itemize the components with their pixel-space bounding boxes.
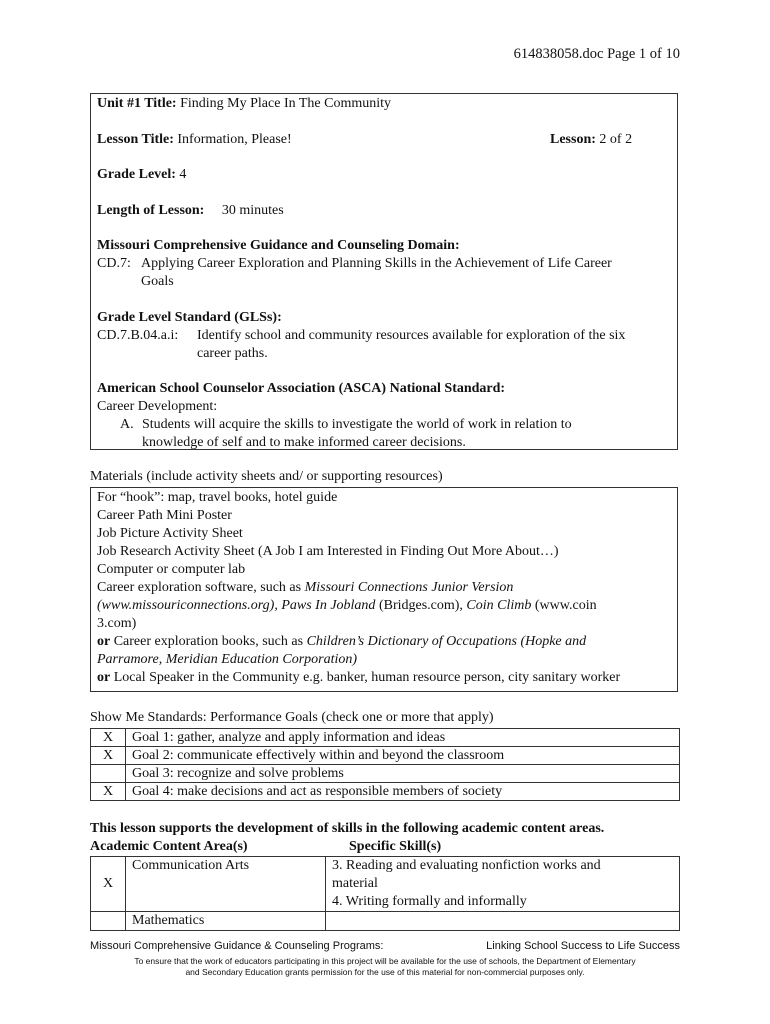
- books-or: or: [97, 634, 111, 649]
- asca-item-marker: A.: [120, 417, 134, 432]
- area-check: X: [91, 857, 126, 912]
- gle-text-line1: Identify school and community resources available for exploration of the six: [197, 328, 626, 343]
- lesson-length-label: Length of Lesson:: [97, 203, 205, 218]
- material-software-line2: [97, 597, 597, 615]
- gle-text-line2: career paths.: [197, 346, 268, 361]
- material-item: Job Picture Activity Sheet: [97, 526, 243, 541]
- gle-heading-text: Grade Level Standard (GLSs):: [97, 310, 282, 325]
- lesson-number-label: Lesson:: [550, 132, 596, 147]
- lesson-length-line: [97, 202, 284, 220]
- material-books-line1: [97, 633, 586, 651]
- material-item: Job Research Activity Sheet (A Job I am Interested in Finding Out More About…): [97, 544, 559, 559]
- software-intro: Career exploration software, such as: [97, 580, 305, 595]
- asca-heading-text: American School Counselor Association (ASCA) National Standard:: [97, 381, 506, 396]
- area-name: Communication Arts: [126, 857, 326, 912]
- lesson-title-label: Lesson Title:: [97, 132, 174, 147]
- skill-cell: [326, 857, 680, 912]
- books-title: Children’s Dictionary of Occupations (Hopke and: [306, 634, 587, 649]
- goal-check: X: [91, 747, 126, 765]
- asca-heading: [97, 380, 505, 398]
- footer-note-line2: and Secondary Education grants permission for the use of this material for non-commercial purposes only.: [185, 967, 585, 977]
- material-software-line1: [97, 579, 513, 597]
- books-title-cont: Parramore, Meridian Education Corporation): [97, 652, 358, 667]
- books-intro: Career exploration books, such as: [110, 634, 307, 649]
- goal-check: [91, 765, 126, 783]
- table-row: [91, 857, 680, 912]
- specific-skill-header: Specific Skill(s): [349, 839, 442, 854]
- table-row: [91, 729, 680, 747]
- goal-check: X: [91, 729, 126, 747]
- domain-code: CD.7:: [97, 256, 131, 271]
- performance-goals-table: [90, 728, 680, 801]
- lesson-number-value: 2 of 2: [599, 132, 633, 147]
- materials-label: Materials (include activity sheets and/ or supporting resources): [90, 469, 443, 484]
- grade-level-line: [97, 166, 186, 184]
- table-row: [91, 765, 680, 783]
- software-url: (www.missouriconnections.org), Paws In Jobland: [97, 598, 376, 613]
- material-item: Career Path Mini Poster: [97, 508, 232, 523]
- software-source: (Bridges.com),: [375, 598, 467, 613]
- skill-line: 4. Writing formally and informally: [332, 894, 527, 909]
- domain-text-line1: Applying Career Exploration and Planning Skills in the Achievement of Life Career: [141, 256, 612, 271]
- unit-title-label: Unit #1 Title:: [97, 96, 177, 111]
- asca-subheading: Career Development:: [97, 399, 218, 414]
- footer-note: [0, 956, 770, 978]
- skill-cell: [326, 912, 680, 931]
- skill-line: material: [332, 876, 378, 891]
- show-me-label: Show Me Standards: Performance Goals (check one or more that apply): [90, 710, 494, 725]
- table-row: [91, 747, 680, 765]
- domain-heading-text: Missouri Comprehensive Guidance and Counseling Domain:: [97, 238, 460, 253]
- goal-text: Goal 3: recognize and solve problems: [126, 765, 680, 783]
- footer-left: Missouri Comprehensive Guidance & Counseling Programs:: [90, 940, 384, 952]
- academic-intro: This lesson supports the development of skills in the following academic content areas.: [90, 821, 605, 836]
- gle-code: CD.7.B.04.a.i:: [97, 328, 179, 343]
- material-books-line2: [97, 651, 357, 669]
- material-item: Computer or computer lab: [97, 562, 246, 577]
- lesson-info-box: [90, 93, 678, 450]
- unit-title-line: [97, 95, 391, 113]
- page-header: 614838058.doc Page 1 of 10: [513, 46, 680, 62]
- speaker-or: or: [97, 670, 111, 685]
- material-software-line3: 3.com): [97, 616, 137, 631]
- gle-heading: [97, 309, 282, 327]
- goal-check: X: [91, 783, 126, 801]
- footer-right: Linking School Success to Life Success: [486, 940, 680, 952]
- table-row: [91, 912, 680, 931]
- lesson-title-value: Information, Please!: [177, 132, 292, 147]
- area-check: [91, 912, 126, 931]
- materials-box: [90, 487, 678, 692]
- speaker-text: Local Speaker in the Community e.g. banker, human resource person, city sanitary worker: [110, 670, 621, 685]
- area-name: Mathematics: [126, 912, 326, 931]
- table-row: [91, 783, 680, 801]
- software-title-2: Coin Climb: [466, 598, 532, 613]
- goal-text: Goal 2: communicate effectively within and beyond the classroom: [126, 747, 680, 765]
- goal-text: Goal 1: gather, analyze and apply information and ideas: [126, 729, 680, 747]
- footer-note-line1: To ensure that the work of educators participating in this project will be available for the use of schools, the Department of Elementary: [134, 956, 636, 966]
- skill-line: 3. Reading and evaluating nonfiction works and: [332, 858, 601, 873]
- goal-text: Goal 4: make decisions and act as responsible members of society: [126, 783, 680, 801]
- academic-area-header: Academic Content Area(s): [90, 839, 248, 854]
- asca-item-line1: Students will acquire the skills to investigate the world of work in relation to: [142, 417, 572, 432]
- asca-item-line2: knowledge of self and to make informed career decisions.: [142, 435, 466, 450]
- grade-level-value: 4: [179, 167, 187, 182]
- academic-content-table: [90, 856, 680, 931]
- grade-level-label: Grade Level:: [97, 167, 176, 182]
- lesson-length-value: 30 minutes: [221, 203, 284, 218]
- domain-heading: [97, 237, 460, 255]
- software-url-2: (www.coin: [531, 598, 597, 613]
- material-speaker-line: [97, 669, 620, 687]
- lesson-title-line: [97, 131, 292, 149]
- material-item: For “hook”: map, travel books, hotel guide: [97, 490, 338, 505]
- lesson-number-line: [550, 131, 632, 149]
- domain-text-line2: Goals: [141, 274, 174, 289]
- unit-title-value: Finding My Place In The Community: [180, 96, 392, 111]
- software-title: Missouri Connections Junior Version: [304, 580, 514, 595]
